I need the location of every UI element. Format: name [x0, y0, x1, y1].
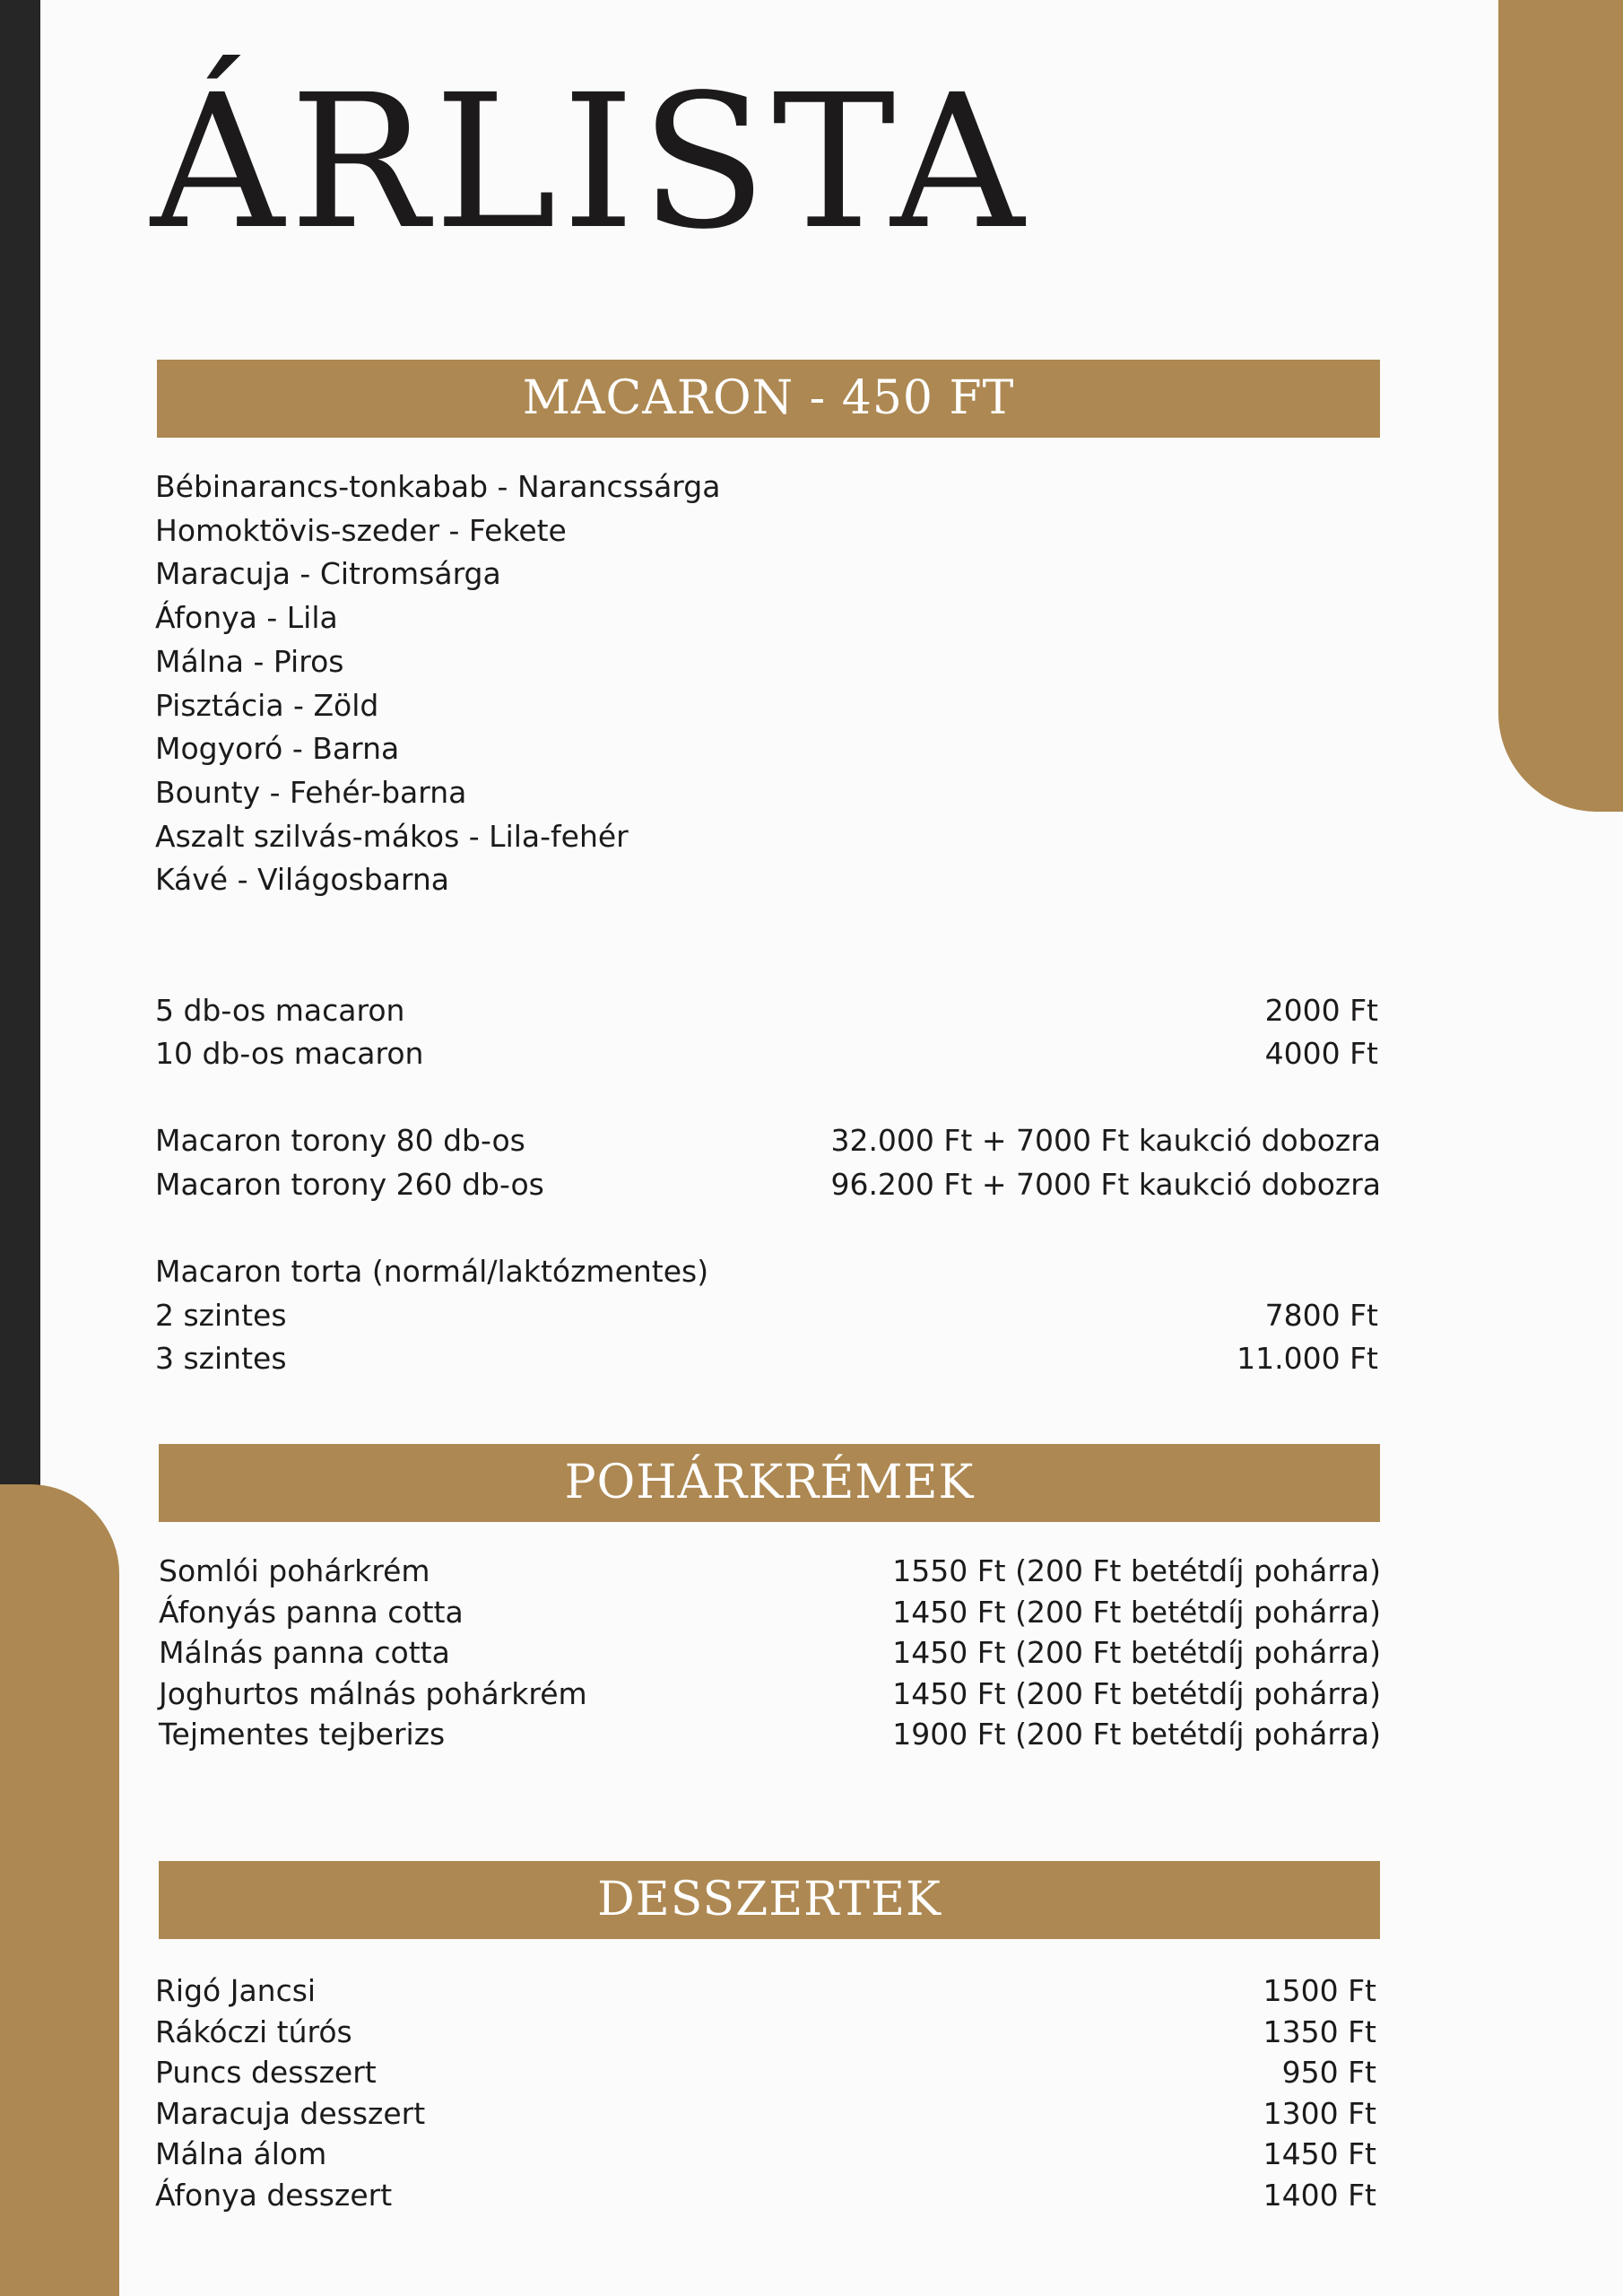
item-name: Maracuja desszert — [155, 2096, 426, 2131]
item-name: Málna álom — [155, 2136, 327, 2171]
flavor-item: Bébinarancs-tonkabab - Narancssárga — [155, 469, 721, 504]
price-row — [159, 1592, 1381, 1633]
item-name: Macaron torony 260 db-os — [155, 1167, 544, 1202]
price-row — [155, 1295, 1378, 1336]
flavor-item: Maracuja - Citromsárga — [155, 556, 501, 591]
item-name: 10 db-os macaron — [155, 1036, 424, 1071]
flavor-item: Kávé - Világosbarna — [155, 862, 450, 897]
item-name: Málnás panna cotta — [159, 1635, 450, 1670]
item-name: Rákóczi túrós — [155, 2014, 352, 2049]
flavor-item: Mogyoró - Barna — [155, 731, 400, 766]
item-price: 1300 Ft — [1263, 2096, 1376, 2131]
item-price: 96.200 Ft + 7000 Ft kaukció dobozra — [830, 1167, 1381, 1202]
item-name: Puncs desszert — [155, 2055, 377, 2090]
item-name: Joghurtos málnás pohárkrém — [159, 1676, 587, 1711]
desszertek-section-header: DESSZERTEK — [159, 1861, 1380, 1939]
macaron-section-header: MACARON - 450 FT — [157, 360, 1380, 438]
item-price: 4000 Ft — [1264, 1036, 1378, 1071]
item-price: 2000 Ft — [1264, 993, 1378, 1028]
item-price: 1550 Ft (200 Ft betétdíj pohárra) — [892, 1553, 1381, 1588]
item-name: Tejmentes tejberizs — [159, 1717, 446, 1752]
item-price: 7800 Ft — [1264, 1298, 1378, 1333]
item-price: 1500 Ft — [1263, 1973, 1376, 2008]
price-row — [155, 1338, 1378, 1379]
flavor-item: Málna - Piros — [155, 644, 344, 679]
item-name: Rigó Jancsi — [155, 1973, 317, 2008]
price-row — [155, 2052, 1376, 2093]
price-row — [155, 990, 1378, 1031]
price-row — [159, 1551, 1381, 1592]
poharkremek-section-header: POHÁRKRÉMEK — [159, 1444, 1380, 1522]
price-row — [155, 2093, 1376, 2135]
item-name: 2 szintes — [155, 1298, 287, 1333]
price-row — [159, 1674, 1381, 1715]
flavor-item: Pisztácia - Zöld — [155, 688, 379, 723]
price-row — [159, 1632, 1381, 1674]
item-price: 1450 Ft (200 Ft betétdíj pohárra) — [892, 1676, 1381, 1711]
left-dark-stripe — [0, 0, 40, 1489]
top-right-gold-panel — [1498, 0, 1623, 812]
flavor-item: Áfonya - Lila — [155, 600, 338, 635]
item-price: 1350 Ft — [1263, 2014, 1376, 2049]
item-price: 32.000 Ft + 7000 Ft kaukció dobozra — [830, 1123, 1381, 1158]
item-name: Somlói pohárkrém — [159, 1553, 430, 1588]
price-row — [155, 1033, 1378, 1074]
price-row — [155, 1970, 1376, 2012]
page-title: ÁRLISTA — [151, 55, 1030, 270]
item-name: 3 szintes — [155, 1341, 287, 1376]
bottom-left-gold-panel — [0, 1484, 119, 2296]
price-row — [159, 1714, 1381, 1755]
item-name: Áfonyás panna cotta — [159, 1595, 464, 1630]
cake-title: Macaron torta (normál/laktózmentes) — [155, 1254, 709, 1289]
item-price: 1400 Ft — [1263, 2178, 1376, 2213]
flavor-item: Bounty - Fehér-barna — [155, 775, 467, 810]
item-price: 1450 Ft (200 Ft betétdíj pohárra) — [892, 1595, 1381, 1630]
item-price: 950 Ft — [1281, 2055, 1376, 2090]
item-price: 1900 Ft (200 Ft betétdíj pohárra) — [892, 1717, 1381, 1752]
flavor-item: Homoktövis-szeder - Fekete — [155, 513, 567, 548]
price-row — [155, 1164, 1381, 1205]
item-name: Áfonya desszert — [155, 2178, 393, 2213]
price-row — [155, 1120, 1381, 1161]
price-row — [155, 2175, 1376, 2216]
item-price: 11.000 Ft — [1237, 1341, 1378, 1376]
price-row — [155, 2012, 1376, 2053]
item-name: 5 db-os macaron — [155, 993, 405, 1028]
price-row — [155, 2134, 1376, 2175]
flavor-item: Aszalt szilvás-mákos - Lila-fehér — [155, 819, 629, 854]
item-price: 1450 Ft (200 Ft betétdíj pohárra) — [892, 1635, 1381, 1670]
item-name: Macaron torony 80 db-os — [155, 1123, 525, 1158]
item-price: 1450 Ft — [1263, 2136, 1376, 2171]
